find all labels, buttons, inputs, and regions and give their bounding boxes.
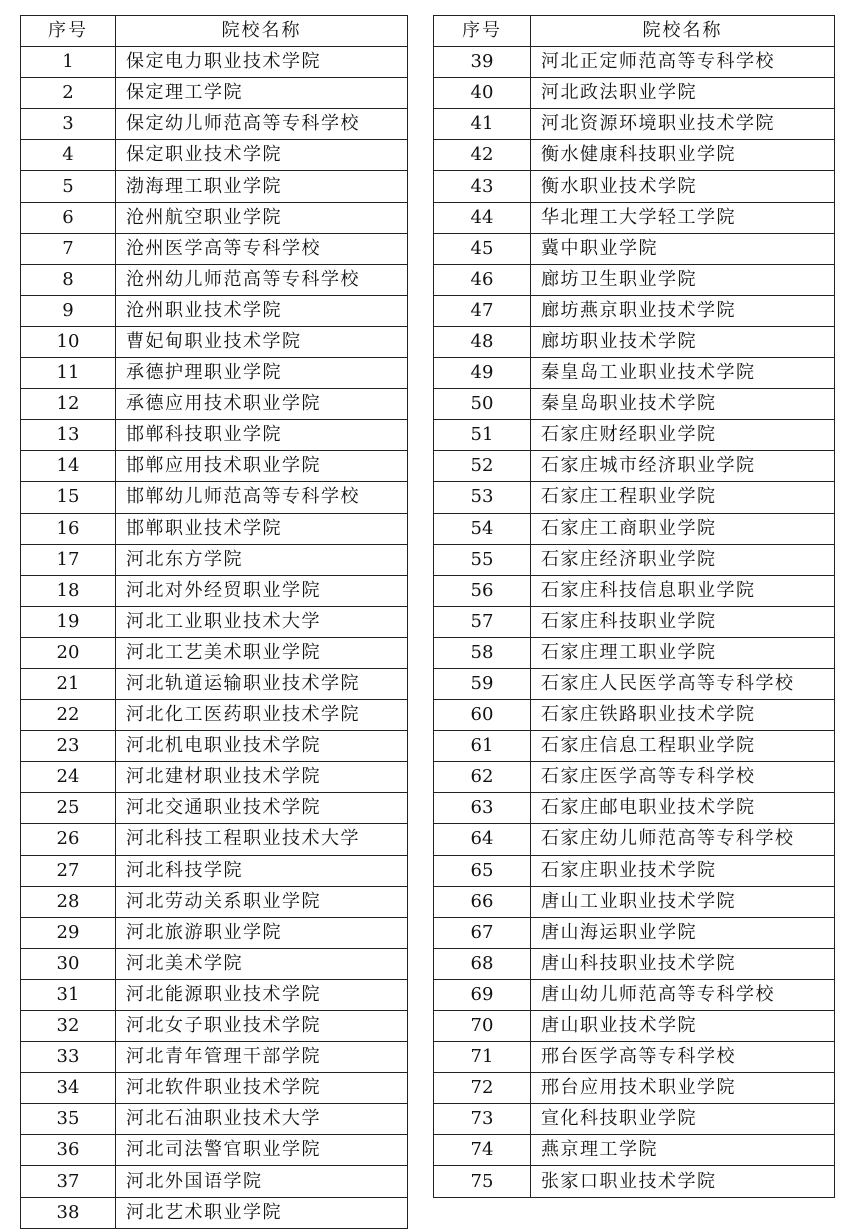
table-row bbox=[21, 606, 408, 637]
table-row bbox=[434, 1135, 835, 1166]
row-number: 6 bbox=[21, 202, 116, 233]
table-row bbox=[434, 1166, 835, 1197]
table-row bbox=[21, 1042, 408, 1073]
college-name: 河北工业职业技术大学 bbox=[116, 606, 408, 637]
college-name: 石家庄经济职业学院 bbox=[531, 544, 835, 575]
row-number: 18 bbox=[21, 575, 116, 606]
college-name: 石家庄信息工程职业学院 bbox=[531, 731, 835, 762]
table-row bbox=[434, 482, 835, 513]
college-name: 石家庄科技职业学院 bbox=[531, 606, 835, 637]
row-number: 29 bbox=[21, 917, 116, 948]
row-number: 31 bbox=[21, 979, 116, 1010]
row-number: 64 bbox=[434, 824, 531, 855]
college-name: 邯郸应用技术职业学院 bbox=[116, 451, 408, 482]
table-row bbox=[21, 793, 408, 824]
row-number: 45 bbox=[434, 233, 531, 264]
college-name: 河北艺术职业学院 bbox=[116, 1197, 408, 1228]
college-name: 石家庄理工职业学院 bbox=[531, 637, 835, 668]
table-row bbox=[21, 295, 408, 326]
table-row bbox=[434, 78, 835, 109]
college-name: 石家庄城市经济职业学院 bbox=[531, 451, 835, 482]
table-row bbox=[21, 482, 408, 513]
row-number: 24 bbox=[21, 762, 116, 793]
college-name: 廊坊职业技术学院 bbox=[531, 326, 835, 357]
college-name: 河北青年管理干部学院 bbox=[116, 1042, 408, 1073]
table-row bbox=[434, 295, 835, 326]
row-number: 8 bbox=[21, 264, 116, 295]
table-row bbox=[21, 140, 408, 171]
college-name: 河北资源环境职业技术学院 bbox=[531, 109, 835, 140]
college-name: 秦皇岛工业职业技术学院 bbox=[531, 358, 835, 389]
row-number: 40 bbox=[434, 78, 531, 109]
table-row bbox=[434, 886, 835, 917]
row-number: 30 bbox=[21, 948, 116, 979]
college-name: 河北交通职业技术学院 bbox=[116, 793, 408, 824]
college-name: 石家庄职业技术学院 bbox=[531, 855, 835, 886]
row-number: 57 bbox=[434, 606, 531, 637]
row-number: 60 bbox=[434, 700, 531, 731]
college-name: 廊坊燕京职业技术学院 bbox=[531, 295, 835, 326]
table-row bbox=[21, 78, 408, 109]
row-number: 16 bbox=[21, 513, 116, 544]
college-name: 河北东方学院 bbox=[116, 544, 408, 575]
college-name: 沧州职业技术学院 bbox=[116, 295, 408, 326]
row-number: 4 bbox=[21, 140, 116, 171]
college-name: 河北化工医药职业技术学院 bbox=[116, 700, 408, 731]
row-number: 71 bbox=[434, 1042, 531, 1073]
table-row bbox=[21, 451, 408, 482]
table-row bbox=[434, 326, 835, 357]
row-number: 70 bbox=[434, 1011, 531, 1042]
number-column-header: 序号 bbox=[434, 16, 531, 47]
table-row bbox=[434, 202, 835, 233]
table-row bbox=[434, 1073, 835, 1104]
college-name: 河北能源职业技术学院 bbox=[116, 979, 408, 1010]
row-number: 13 bbox=[21, 420, 116, 451]
table-row bbox=[21, 1197, 408, 1228]
table-row bbox=[21, 544, 408, 575]
table-row bbox=[434, 544, 835, 575]
row-number: 72 bbox=[434, 1073, 531, 1104]
table-row bbox=[434, 47, 835, 78]
row-number: 75 bbox=[434, 1166, 531, 1197]
college-name: 宣化科技职业学院 bbox=[531, 1104, 835, 1135]
table-row bbox=[434, 606, 835, 637]
table-row bbox=[434, 793, 835, 824]
row-number: 74 bbox=[434, 1135, 531, 1166]
college-name: 衡水职业技术学院 bbox=[531, 171, 835, 202]
table-row bbox=[21, 637, 408, 668]
college-name: 燕京理工学院 bbox=[531, 1135, 835, 1166]
college-name: 河北女子职业技术学院 bbox=[116, 1011, 408, 1042]
table-row bbox=[21, 575, 408, 606]
row-number: 20 bbox=[21, 637, 116, 668]
table-row bbox=[434, 917, 835, 948]
row-number: 25 bbox=[21, 793, 116, 824]
row-number: 21 bbox=[21, 668, 116, 699]
row-number: 1 bbox=[21, 47, 116, 78]
college-name: 河北工艺美术职业学院 bbox=[116, 637, 408, 668]
row-number: 22 bbox=[21, 700, 116, 731]
row-number: 69 bbox=[434, 979, 531, 1010]
table-row bbox=[21, 762, 408, 793]
row-number: 55 bbox=[434, 544, 531, 575]
table-row bbox=[21, 700, 408, 731]
college-name: 沧州航空职业学院 bbox=[116, 202, 408, 233]
table-row bbox=[21, 979, 408, 1010]
table-row bbox=[21, 513, 408, 544]
table-row bbox=[434, 513, 835, 544]
row-number: 59 bbox=[434, 668, 531, 699]
college-name: 河北旅游职业学院 bbox=[116, 917, 408, 948]
college-name: 邢台医学高等专科学校 bbox=[531, 1042, 835, 1073]
college-name: 保定理工学院 bbox=[116, 78, 408, 109]
table-row bbox=[434, 1104, 835, 1135]
college-name: 河北科技学院 bbox=[116, 855, 408, 886]
row-number: 32 bbox=[21, 1011, 116, 1042]
row-number: 66 bbox=[434, 886, 531, 917]
row-number: 3 bbox=[21, 109, 116, 140]
row-number: 10 bbox=[21, 326, 116, 357]
college-name: 河北建材职业技术学院 bbox=[116, 762, 408, 793]
college-name: 河北外国语学院 bbox=[116, 1166, 408, 1197]
left-college-table bbox=[20, 15, 408, 1229]
table-row bbox=[21, 171, 408, 202]
college-name: 石家庄工程职业学院 bbox=[531, 482, 835, 513]
table-row bbox=[434, 855, 835, 886]
college-name: 衡水健康科技职业学院 bbox=[531, 140, 835, 171]
college-name: 保定幼儿师范高等专科学校 bbox=[116, 109, 408, 140]
college-name: 邯郸职业技术学院 bbox=[116, 513, 408, 544]
college-name: 唐山科技职业技术学院 bbox=[531, 948, 835, 979]
row-number: 7 bbox=[21, 233, 116, 264]
row-number: 14 bbox=[21, 451, 116, 482]
row-number: 47 bbox=[434, 295, 531, 326]
table-row bbox=[21, 855, 408, 886]
table-row bbox=[434, 575, 835, 606]
college-name: 河北对外经贸职业学院 bbox=[116, 575, 408, 606]
college-name: 承德应用技术职业学院 bbox=[116, 389, 408, 420]
college-name: 石家庄铁路职业技术学院 bbox=[531, 700, 835, 731]
college-name: 邯郸科技职业学院 bbox=[116, 420, 408, 451]
row-number: 2 bbox=[21, 78, 116, 109]
table-row bbox=[434, 824, 835, 855]
table-row bbox=[21, 264, 408, 295]
college-name: 保定职业技术学院 bbox=[116, 140, 408, 171]
college-name: 河北司法警官职业学院 bbox=[116, 1135, 408, 1166]
college-name: 河北正定师范高等专科学校 bbox=[531, 47, 835, 78]
table-row bbox=[434, 389, 835, 420]
row-number: 54 bbox=[434, 513, 531, 544]
college-name: 冀中职业学院 bbox=[531, 233, 835, 264]
table-row bbox=[21, 47, 408, 78]
row-number: 67 bbox=[434, 917, 531, 948]
college-name: 石家庄工商职业学院 bbox=[531, 513, 835, 544]
row-number: 65 bbox=[434, 855, 531, 886]
table-row bbox=[434, 762, 835, 793]
row-number: 19 bbox=[21, 606, 116, 637]
table-header-row bbox=[21, 16, 408, 47]
college-name: 河北机电职业技术学院 bbox=[116, 731, 408, 762]
row-number: 17 bbox=[21, 544, 116, 575]
table-row bbox=[434, 109, 835, 140]
table-row bbox=[21, 917, 408, 948]
row-number: 53 bbox=[434, 482, 531, 513]
table-row bbox=[21, 1011, 408, 1042]
table-row bbox=[21, 948, 408, 979]
row-number: 62 bbox=[434, 762, 531, 793]
row-number: 26 bbox=[21, 824, 116, 855]
college-name: 沧州幼儿师范高等专科学校 bbox=[116, 264, 408, 295]
row-number: 28 bbox=[21, 886, 116, 917]
table-row bbox=[434, 420, 835, 451]
college-name: 曹妃甸职业技术学院 bbox=[116, 326, 408, 357]
row-number: 48 bbox=[434, 326, 531, 357]
row-number: 51 bbox=[434, 420, 531, 451]
college-name: 石家庄人民医学高等专科学校 bbox=[531, 668, 835, 699]
row-number: 15 bbox=[21, 482, 116, 513]
table-row bbox=[21, 1104, 408, 1135]
college-name: 石家庄财经职业学院 bbox=[531, 420, 835, 451]
table-row bbox=[21, 1135, 408, 1166]
row-number: 44 bbox=[434, 202, 531, 233]
table-row bbox=[21, 824, 408, 855]
table-row bbox=[434, 668, 835, 699]
row-number: 39 bbox=[434, 47, 531, 78]
table-row bbox=[21, 886, 408, 917]
name-column-header: 院校名称 bbox=[531, 16, 835, 47]
row-number: 61 bbox=[434, 731, 531, 762]
row-number: 36 bbox=[21, 1135, 116, 1166]
table-row bbox=[21, 358, 408, 389]
table-row bbox=[21, 668, 408, 699]
table-row bbox=[21, 233, 408, 264]
table-row bbox=[434, 171, 835, 202]
table-row bbox=[434, 979, 835, 1010]
row-number: 27 bbox=[21, 855, 116, 886]
row-number: 5 bbox=[21, 171, 116, 202]
table-row bbox=[21, 326, 408, 357]
number-column-header: 序号 bbox=[21, 16, 116, 47]
row-number: 73 bbox=[434, 1104, 531, 1135]
row-number: 63 bbox=[434, 793, 531, 824]
college-name: 石家庄医学高等专科学校 bbox=[531, 762, 835, 793]
college-name: 唐山海运职业学院 bbox=[531, 917, 835, 948]
college-name: 邢台应用技术职业学院 bbox=[531, 1073, 835, 1104]
row-number: 37 bbox=[21, 1166, 116, 1197]
table-row bbox=[434, 1011, 835, 1042]
row-number: 52 bbox=[434, 451, 531, 482]
college-name: 石家庄邮电职业技术学院 bbox=[531, 793, 835, 824]
row-number: 46 bbox=[434, 264, 531, 295]
table-row bbox=[21, 731, 408, 762]
college-name: 邯郸幼儿师范高等专科学校 bbox=[116, 482, 408, 513]
table-row bbox=[434, 140, 835, 171]
college-name: 河北美术学院 bbox=[116, 948, 408, 979]
row-number: 38 bbox=[21, 1197, 116, 1228]
table-row bbox=[434, 1042, 835, 1073]
row-number: 33 bbox=[21, 1042, 116, 1073]
table-row bbox=[434, 233, 835, 264]
college-name: 河北劳动关系职业学院 bbox=[116, 886, 408, 917]
college-name: 承德护理职业学院 bbox=[116, 358, 408, 389]
table-row bbox=[21, 420, 408, 451]
college-name: 廊坊卫生职业学院 bbox=[531, 264, 835, 295]
college-name: 唐山工业职业技术学院 bbox=[531, 886, 835, 917]
table-row bbox=[434, 731, 835, 762]
college-name: 唐山职业技术学院 bbox=[531, 1011, 835, 1042]
right-college-table bbox=[433, 15, 835, 1198]
college-name: 渤海理工职业学院 bbox=[116, 171, 408, 202]
college-name: 华北理工大学轻工学院 bbox=[531, 202, 835, 233]
table-row bbox=[434, 948, 835, 979]
table-row bbox=[21, 389, 408, 420]
row-number: 58 bbox=[434, 637, 531, 668]
row-number: 35 bbox=[21, 1104, 116, 1135]
row-number: 9 bbox=[21, 295, 116, 326]
college-name: 沧州医学高等专科学校 bbox=[116, 233, 408, 264]
table-row bbox=[434, 700, 835, 731]
college-name: 河北石油职业技术大学 bbox=[116, 1104, 408, 1135]
college-name: 河北轨道运输职业技术学院 bbox=[116, 668, 408, 699]
college-name: 石家庄科技信息职业学院 bbox=[531, 575, 835, 606]
college-name: 河北软件职业技术学院 bbox=[116, 1073, 408, 1104]
table-row bbox=[434, 264, 835, 295]
table-row bbox=[21, 109, 408, 140]
row-number: 68 bbox=[434, 948, 531, 979]
college-name: 秦皇岛职业技术学院 bbox=[531, 389, 835, 420]
table-row bbox=[434, 451, 835, 482]
row-number: 43 bbox=[434, 171, 531, 202]
table-header-row bbox=[434, 16, 835, 47]
table-row bbox=[21, 1073, 408, 1104]
name-column-header: 院校名称 bbox=[116, 16, 408, 47]
college-name: 唐山幼儿师范高等专科学校 bbox=[531, 979, 835, 1010]
row-number: 11 bbox=[21, 358, 116, 389]
row-number: 41 bbox=[434, 109, 531, 140]
college-name: 张家口职业技术学院 bbox=[531, 1166, 835, 1197]
college-name: 保定电力职业技术学院 bbox=[116, 47, 408, 78]
row-number: 34 bbox=[21, 1073, 116, 1104]
table-row bbox=[434, 637, 835, 668]
row-number: 50 bbox=[434, 389, 531, 420]
college-name: 河北科技工程职业技术大学 bbox=[116, 824, 408, 855]
college-name: 河北政法职业学院 bbox=[531, 78, 835, 109]
row-number: 12 bbox=[21, 389, 116, 420]
row-number: 42 bbox=[434, 140, 531, 171]
row-number: 56 bbox=[434, 575, 531, 606]
table-row bbox=[434, 358, 835, 389]
table-row bbox=[21, 1166, 408, 1197]
row-number: 49 bbox=[434, 358, 531, 389]
row-number: 23 bbox=[21, 731, 116, 762]
table-row bbox=[21, 202, 408, 233]
college-name: 石家庄幼儿师范高等专科学校 bbox=[531, 824, 835, 855]
